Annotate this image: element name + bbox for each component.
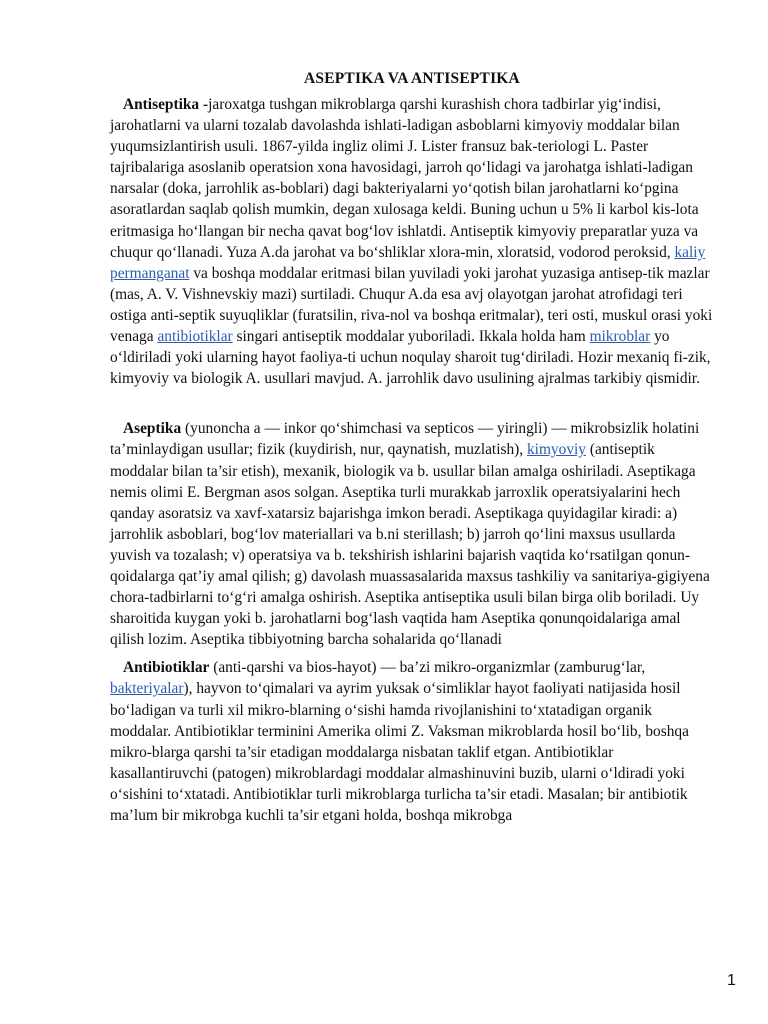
paragraph-antiseptika bbox=[110, 94, 714, 389]
paragraph-text: va boshqa moddalar eritmasi bilan yuviladi yoki jarohat yuzasiga antisep-tik mazlar (mas, A. V. Vishnevskiy mazi) surtiladi. Chuqur A.da esa avj olayotgan jarohat atrofidagi teri ostiga anti-septik suyuqliklar (furatsilin, riva-nol va boshqa eritmalar), teri osti, muskul orasi yoki venaga bbox=[110, 264, 713, 346]
paragraph-spacer bbox=[110, 650, 714, 657]
document-page bbox=[110, 68, 714, 826]
paragraph-text: ), hayvon to‘qimalari va ayrim yuksak o‘simliklar hayot faoliyati natijasida hosil bo‘ladigan va turli xil mikro-blarning o‘sishi hamda rivojlanishini to‘xtatadigan organik moddalar. Antibiotiklar terminini Amerika olimi Z. Vaksman mikroblarda hosil bo‘lib, boshqa mikro-blarga qarshi ta’sir etadigan moddalarga nisbatan taklif etgan. Antibiotiklar kasallantiruvchi (patogen) mikroblardagi moddalar almashinuvini buzib, ularni o‘ldiradi yoki o‘sishini to‘xtatadi. Antibiotiklar turli mikroblarga turlicha ta’sir etadi. Masalan; bir antibiotik ma’lum bir mikrobga kuchli ta’sir etgani holda, boshqa mikrobga bbox=[110, 680, 689, 824]
paragraph-text: singari antiseptik moddalar yuboriladi. Ikkala holda ham bbox=[232, 328, 590, 346]
term-antibiotiklar: Antibiotiklar bbox=[123, 659, 210, 677]
link-antibiotiklar[interactable]: antibiotiklar bbox=[157, 328, 233, 346]
paragraph-text: jaroxatga tushgan mikroblarga qarshi kurashish chora tadbirlar yig‘indisi, jarohatlarni va ularni tozalab davolashda ishlati-ladigan asboblarni kimyoviy moddalar bilan yuqumsizlantirish usuli. 1867-yilda ingliz olimi J. Lister fransuz bak-teriologi L. Paster tajribalariga asoslanib operatsion xona havosidagi, jarroh qo‘lidagi va jarohatga ishlati-ladigan narsalar (doka, jarrohlik as-boblari) dagi bakteriyalarni yo‘qotish bilan jarohatlarni ko‘pgina asoratlardan saqlab qolish mumkin, degan xulosaga keldi. Buning uchun u 5% li karbol kis-lota eritmasiga ho‘llangan bir necha qavat bog‘lov ishlatdi. Antiseptik kimyoviy preparatlar yuza va chuqur qo‘llanadi. Yuza A.da jarohat va bo‘shliklar xlora-min, xloratsid, vodorod peroksid, bbox=[110, 96, 699, 261]
paragraph-text: (yunoncha a — inkor qo‘shimchasi va septicos — yiringli) — mikrobsizlik holatini ta’minlaydigan usullar; fizik (kuydirish, nur, qaynatish, muzlatish), bbox=[110, 420, 700, 459]
document-title: ASEPTIKA VA ANTISEPTIKA bbox=[304, 70, 520, 87]
paragraph-text: yo o‘ldiriladi yoki ularning hayot faoliya-ti uchun noqulay sharoit tug‘diriladi. Hozir mexaniq fi-zik, kimyoviy va biologik A. usullari mavjud. A. jarrohlik davo usulining ajralmas tarkibiy qismidir. bbox=[110, 328, 711, 388]
link-bakteriyalar[interactable]: bakteriyalar bbox=[110, 680, 184, 698]
page-number: 1 bbox=[727, 972, 736, 989]
paragraph-text: (anti-qarshi va bios-hayot) — ba’zi mikro-organizmlar (zamburug‘lar, bbox=[209, 659, 646, 677]
paragraph-antibiotiklar bbox=[110, 657, 714, 826]
link-kimyoviy[interactable]: kimyoviy bbox=[526, 441, 586, 459]
link-kaliy-permanganat[interactable]: kaliy permanganat bbox=[110, 243, 706, 282]
term-aseptika: Aseptika bbox=[123, 420, 182, 438]
paragraph-spacer bbox=[110, 389, 714, 418]
link-mikroblar[interactable]: mikroblar bbox=[589, 328, 651, 346]
paragraph-aseptika bbox=[110, 418, 714, 650]
paragraph-text: (antiseptik moddalar bilan ta’sir etish), mexanik, biologik va b. usullar bilan amalga oshiriladi. Aseptikaga nemis olimi E. Bergman asos solgan. Aseptika turli murakkab jarroxlik operatsiyalarini hech qanday asoratsiz va xavf-xatarsiz bajarishga imkon beradi. Aseptikaga quyidagilar kiradi: a) jarrohlik asboblari, bog‘lov materiallari va b.ni sterillash; b) jarroh qo‘lini maxsus usullarda yuvish va tozalash; v) operatsiya va b. tekshirish ishlarini bajarish vaqtida ko‘rsatilgan qonun-qoidalarga qat’iy amal qilish; g) davolash muassasalarida maxsus tashkiliy va sanitariya-gigiyena chora-tadbirlarni to‘g‘ri amalga oshirish. Aseptika antiseptika usuli bilan birga olib boriladi. Uy sharoitida kuygan yoki b. jarohatlarni bog‘lash vaqtida ham Aseptika qonunqoidalariga amal qilish lozim. Aseptika tibbiyotning barcha sohalarida qo‘llanadi bbox=[110, 441, 710, 649]
term-antiseptika: Antiseptika - bbox=[123, 96, 209, 113]
